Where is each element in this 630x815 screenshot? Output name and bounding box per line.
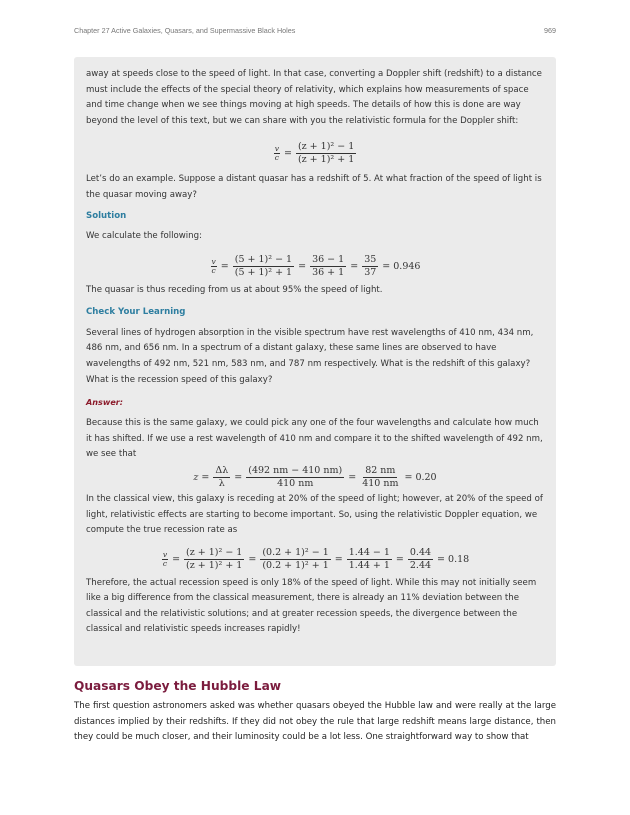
example-box: [74, 57, 556, 666]
page-number: 969: [544, 26, 556, 35]
redshift-formula: z = $\frac{\Delta\lambda}{\lambda}$ = $\frac{(492 nm - 410 nm)}{410 nm}$ = $\frac{82 nm}{410 nm}$ = 0.20: [193, 464, 437, 489]
solution-result-text: The quasar is thus receding from us at about 95% the speed of light.: [86, 285, 383, 296]
answer-label: Answer:: [86, 397, 124, 408]
doppler-formula: $\frac{v}{c}$ = $\frac{\text{(z + 1)² − 1}}{\text{(z + 1)² + 1}}$: [274, 141, 355, 166]
doppler-fraction: $\frac{\text{(z + 1)² − 1}}{\text{(z + 1)² + 1}}$: [297, 141, 355, 166]
solution-intro: We calculate the following:: [86, 230, 202, 241]
section-body: The first question astronomers asked was whether quasars obeyed the Hubble law and were really at the large distances implied by their redshifts. If they did not obey the rule that large redshift means large distance, then they could be much closer, and their luminosity could be a lot less. One straightforward way to show that: [74, 701, 556, 743]
v-over-c: $\frac{v}{c}$: [274, 144, 279, 163]
chapter-title: Chapter 27 Active Galaxies, Quasars, and Supermassive Black Holes: [74, 26, 296, 35]
section-title: Quasars Obey the Hubble Law: [74, 679, 282, 693]
conclusion-paragraph: Therefore, the actual recession speed is only 18% of the speed of light. While this may not initially seem like a big difference from the classical measurement, there is already an 11% deviation between the classical and the relativistic solutions; and at greater recession speeds, the divergence between the classical and relativistic speeds increases rapidly!: [86, 577, 537, 635]
intro-paragraph: away at speeds close to the speed of light. In that case, converting a Doppler shift (redshift) to a distance must include the effects of the special theory of relativity, which explains how measurements of space and time change when we see things moving at high speeds. The details of how this is done are way beyond the level of this text, but we can share with you the relativistic formula for the Doppler shift:: [86, 69, 542, 126]
relativistic-formula: $\frac{v}{c}$ = $\frac{\text{(z + 1)² − 1}}{\text{(z + 1)² + 1}}$ = $\frac{\text{(0.2 + 1)² − 1}}{\text{(0.2 + 1)² + 1}}$ = $\frac{1.44 - 1}{1.44 + 1}$ = $\frac{0.44}{2.44}$ = 0.18: [162, 546, 470, 571]
example-paragraph: Let’s do an example. Suppose a distant quasar has a redshift of 5. At what fraction of the speed of light is the quasar moving away?: [86, 174, 542, 200]
redshift-result: = 0.20: [404, 471, 437, 483]
solution-heading: Solution: [86, 210, 127, 221]
check-paragraph: Several lines of hydrogen absorption in the visible spectrum have rest wavelengths of 410 nm, 434 nm, 486 nm, and 656 nm. In a spectrum of a distant galaxy, these same lines are observed to have wavelengths of 492 nm, 521 nm, 583 nm, and 787 nm respectively. What is the redshift of this galaxy? What is the recession speed of this galaxy?: [86, 327, 534, 385]
check-heading: Check Your Learning: [86, 306, 186, 317]
solution-result: = 0.946: [382, 261, 421, 273]
relativistic-result: = 0.18: [437, 553, 470, 565]
answer-paragraph-2: In the classical view, this galaxy is receding at 20% of the speed of light; however, at 20% of the speed of light, relativistic effects are starting to become important. So, using the relativistic Doppler equation, we compute the true recession rate as: [86, 493, 543, 536]
answer-paragraph-1: Because this is the same galaxy, we could pick any one of the four wavelengths and calculate how much it has shifted. If we use a rest wavelength of 410 nm and compare it to the shifted wavelength of 492 nm, we see that: [86, 418, 543, 460]
running-head: [74, 26, 556, 38]
solution-formula: $\frac{v}{c}$ = $\frac{\text{(5 + 1)² − 1}}{\text{(5 + 1)² + 1}}$ = $\frac{36 - 1}{36 + 1}$ = $\frac{35}{37}$ = 0.946: [211, 254, 421, 279]
